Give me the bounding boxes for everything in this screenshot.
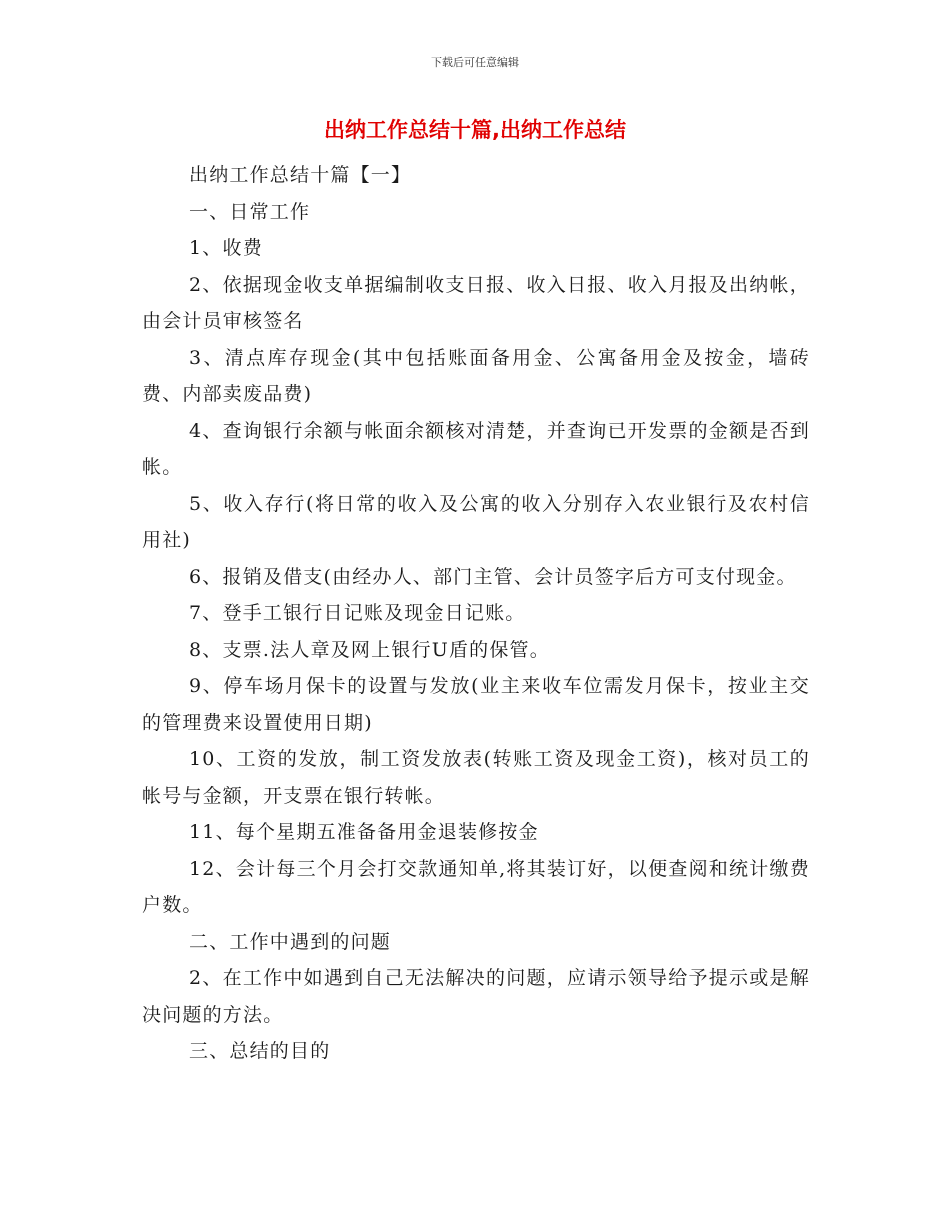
document-body <box>142 157 810 1070</box>
list-item: 2、在工作中如遇到自己无法解决的问题，应请示领导给予提示或是解决问题的方法。 <box>142 967 810 1026</box>
list-item: 1、收费 <box>189 237 263 259</box>
list-item: 2、依据现金收支单据编制收支日报、收入日报、收入月报及出纳帐，由会计员审核签名 <box>142 273 810 332</box>
list-item: 7、登手工银行日记账及现金日记账。 <box>189 602 526 624</box>
document-title: 出纳工作总结十篇,出纳工作总结 <box>324 118 626 142</box>
list-item: 3、清点库存现金(其中包括账面备用金、公寓备用金及按金，墙砖费、内部卖废品费) <box>142 346 810 405</box>
list-item: 11、每个星期五准备备用金退装修按金 <box>189 821 539 843</box>
subsection-heading: 三、总结的目的 <box>189 1040 331 1062</box>
list-item: 9、停车场月保卡的设置与发放(业主来收车位需发月保卡，按业主交的管理费来设置使用日期) <box>142 675 810 734</box>
list-item: 4、查询银行余额与帐面余额核对清楚，并查询已开发票的金额是否到帐。 <box>142 419 810 478</box>
subsection-heading: 一、日常工作 <box>189 200 311 223</box>
section-heading: 出纳工作总结十篇【一】 <box>189 164 412 186</box>
list-item: 12、会计每三个月会打交款通知单,将其装订好，以便查阅和统计缴费户数。 <box>142 857 810 916</box>
list-item: 6、报销及借支(由经办人、部门主管、会计员签字后方可支付现金。 <box>189 565 797 588</box>
subsection-heading: 二、工作中遇到的问题 <box>189 930 392 953</box>
header-note: 下载后可任意编辑 <box>431 56 519 69</box>
list-item: 5、收入存行(将日常的收入及公寓的收入分别存入农业银行及农村信用社) <box>142 492 810 551</box>
list-item: 10、工资的发放，制工资发放表(转账工资及现金工资)，核对员工的帐号与金额，开支票在银行转帐。 <box>142 748 810 807</box>
list-item: 8、支票.法人章及网上银行U盾的保管。 <box>189 638 550 661</box>
